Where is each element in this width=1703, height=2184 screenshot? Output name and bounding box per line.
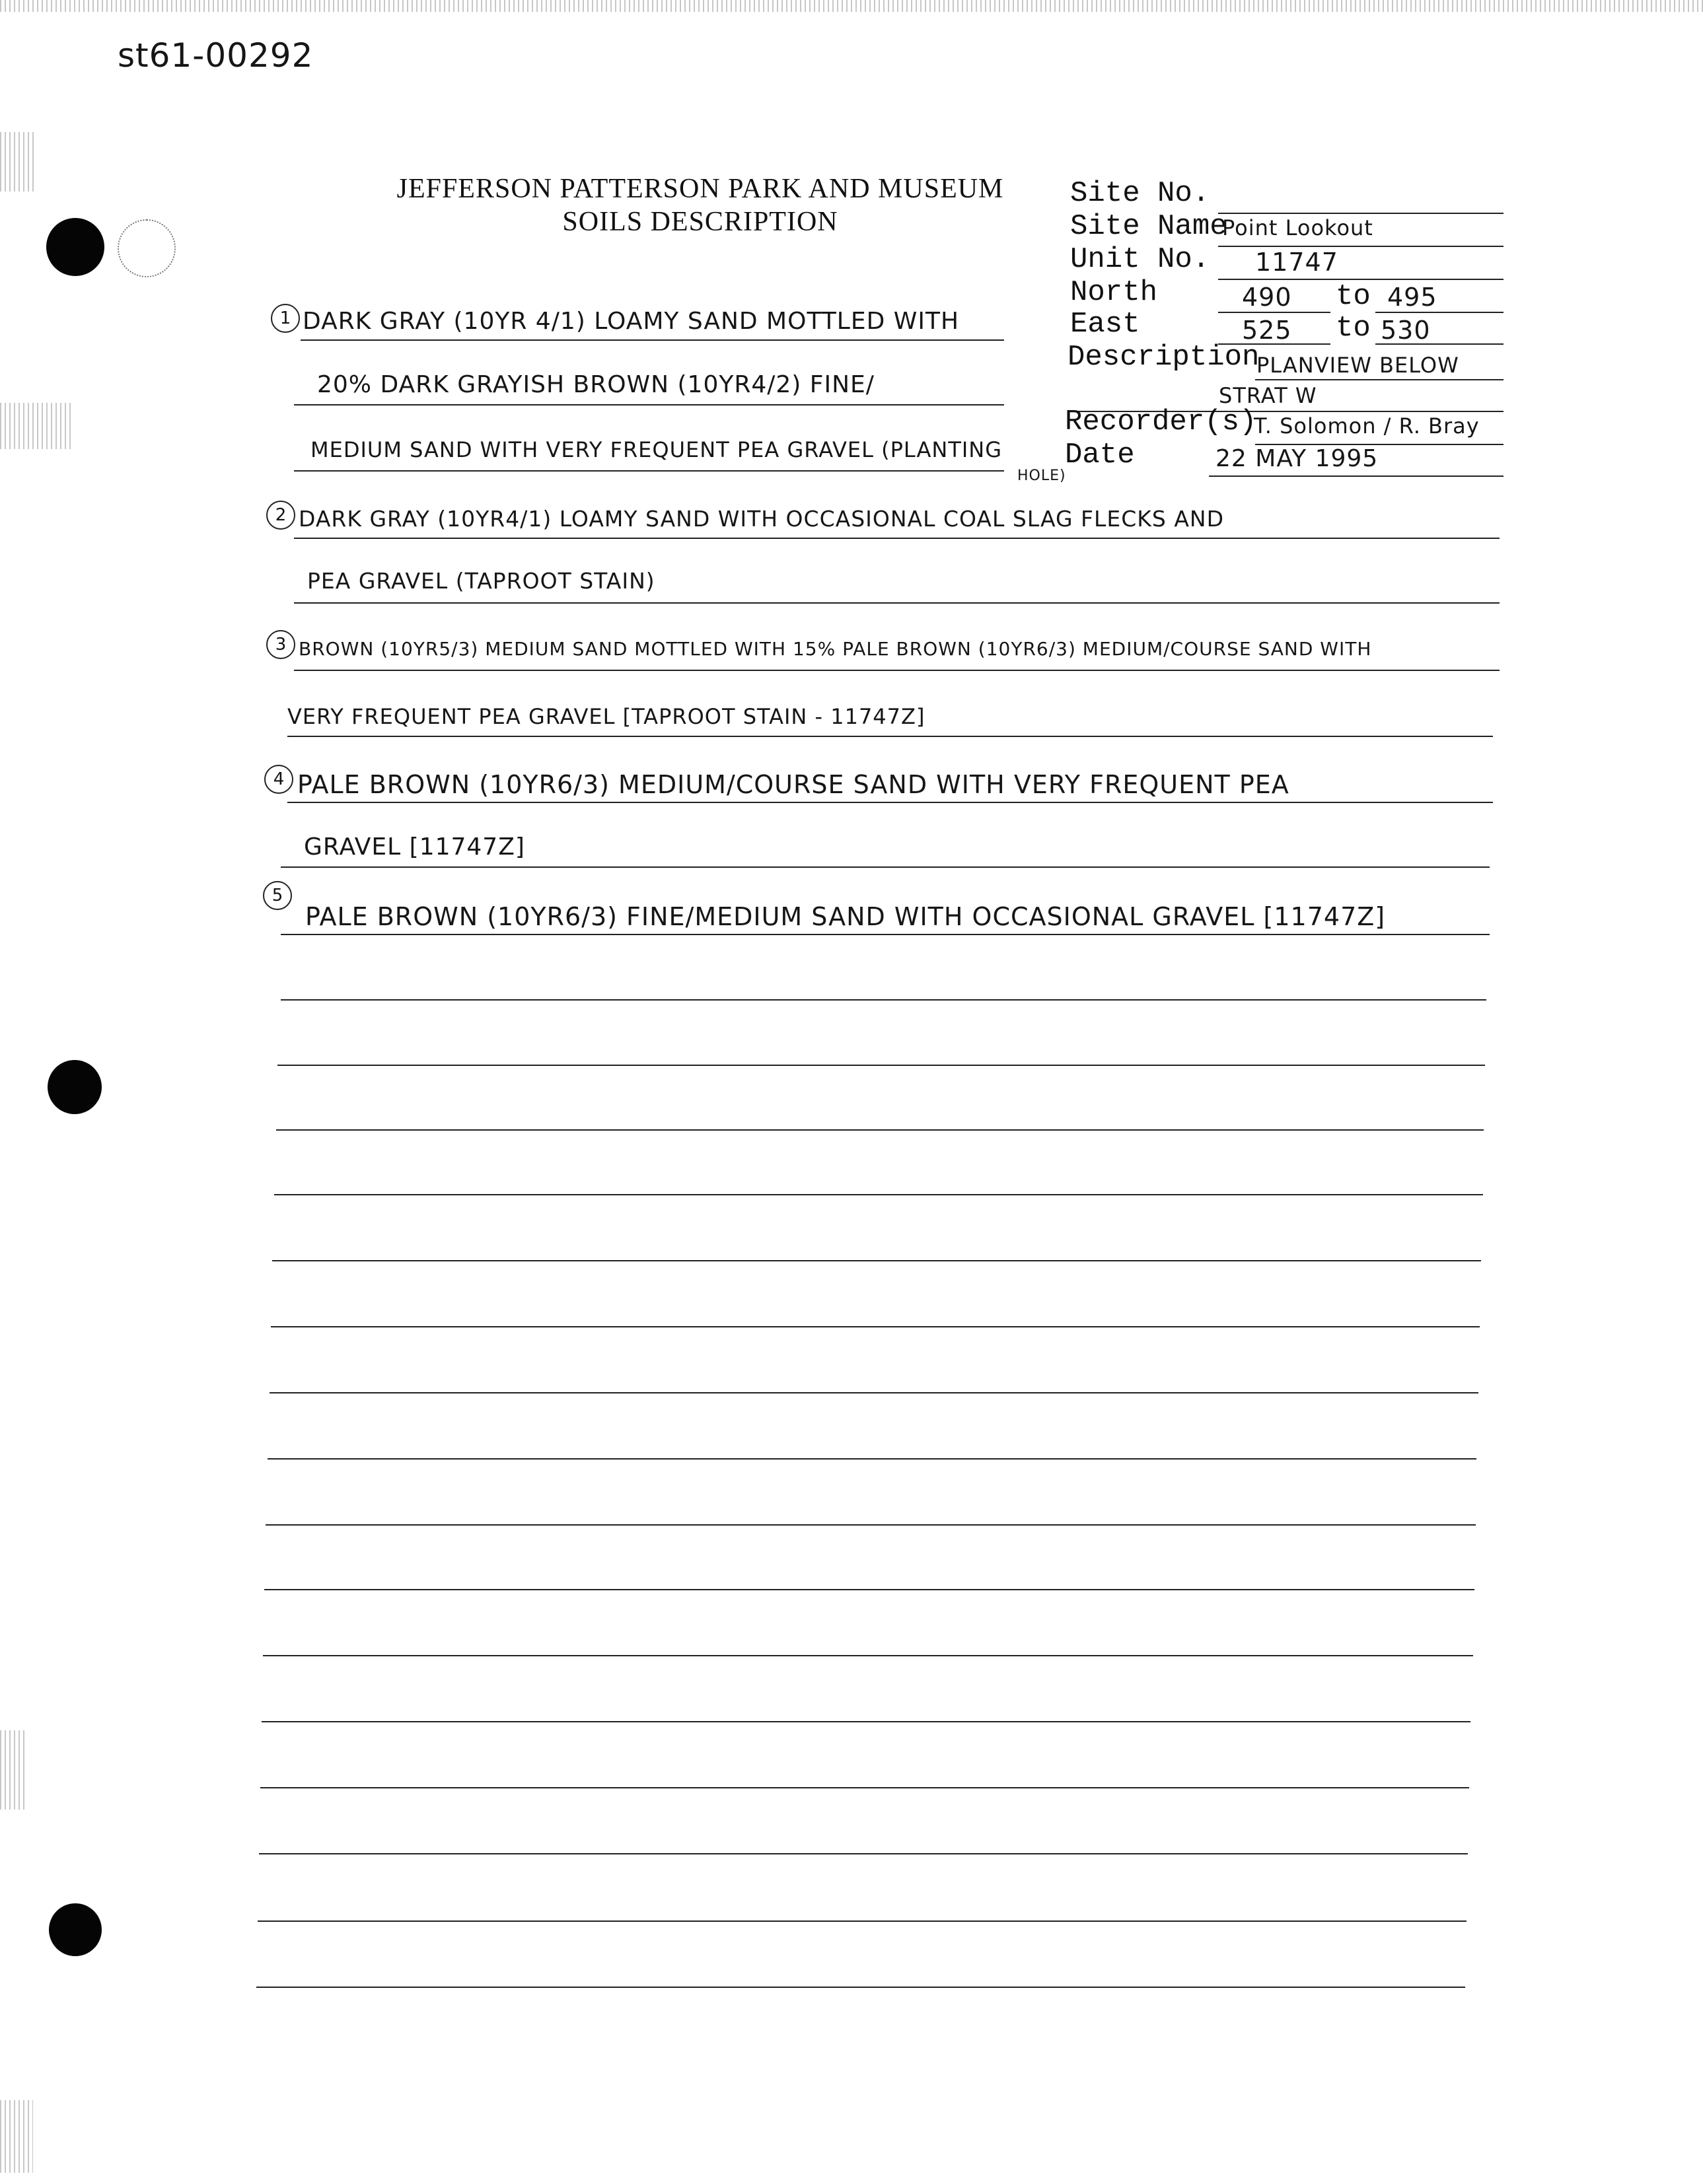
unit-no-value: 11747 [1255, 248, 1338, 277]
site-no-label: Site No. [1070, 177, 1210, 210]
rule-line-9 [281, 866, 1490, 868]
entry-4-line-2: GRAVEL [11747Z] [304, 833, 525, 861]
entry-number-5: 5 [263, 881, 292, 910]
entry-3-line-2: VERY FREQUENT PEA GRAVEL [TAPROOT STAIN - 11747Z] [287, 704, 925, 729]
recorder-label: Recorder(s) [1065, 405, 1257, 439]
north-label: North [1070, 276, 1158, 309]
rule-line-5 [294, 602, 1500, 604]
rule-line-25 [258, 1920, 1467, 1922]
north-to-label: to [1336, 280, 1371, 313]
east-from-value: 525 [1242, 316, 1292, 345]
entry-1-line-3: MEDIUM SAND WITH VERY FREQUENT PEA GRAVEL (PLANTING [310, 437, 1003, 462]
document-subtitle: SOILS DESCRIPTION [562, 207, 838, 237]
site-name-field-line [1218, 246, 1504, 247]
rule-line-21 [263, 1655, 1473, 1656]
entry-4-line-1: PALE BROWN (10YR6/3) MEDIUM/COURSE SAND WITH VERY FREQUENT PEA [297, 770, 1289, 799]
entry-1-line-2: 20% DARK GRAYISH BROWN (10YR4/2) FINE/ [317, 371, 875, 398]
rule-line-2 [294, 404, 1004, 405]
entry-1-line-1: DARK GRAY (10YR 4/1) LOAMY SAND MOTTLED WITH [303, 308, 960, 335]
entry-number-4: 4 [264, 765, 293, 794]
north-from-field-line [1218, 312, 1330, 313]
date-value: 22 MAY 1995 [1215, 445, 1379, 472]
entry-5-line-1: PALE BROWN (10YR6/3) FINE/MEDIUM SAND WITH OCCASIONAL GRAVEL [11747Z] [305, 902, 1386, 931]
rule-line-3 [294, 470, 1004, 472]
east-label: East [1070, 308, 1140, 341]
east-to-label: to [1336, 312, 1371, 345]
rule-line-15 [272, 1260, 1481, 1261]
rule-line-20 [264, 1589, 1474, 1590]
rule-line-8 [287, 802, 1493, 803]
entry-number-1: 1 [271, 304, 300, 333]
entry-number-2: 2 [266, 501, 295, 530]
binder-hole-bottom [49, 1903, 102, 1956]
rule-line-18 [268, 1458, 1476, 1460]
recorder-value: T. Solomon / R. Bray [1254, 413, 1480, 439]
date-label: Date [1065, 439, 1135, 472]
description-value-line1: PLANVIEW BELOW [1256, 353, 1459, 378]
entry-3-line-1: BROWN (10YR5/3) MEDIUM SAND MOTTLED WITH 15% PALE BROWN (10YR6/3) MEDIUM/COURSE SAND WITH [299, 638, 1372, 660]
north-to-value: 495 [1387, 283, 1437, 312]
document-title: JEFFERSON PATTERSON PARK AND MUSEUM [396, 174, 1004, 204]
east-to-value: 530 [1381, 316, 1431, 345]
rule-line-1 [301, 339, 1004, 341]
rule-line-17 [270, 1392, 1478, 1393]
north-from-value: 490 [1242, 283, 1292, 312]
entry-number-3: 3 [266, 630, 295, 659]
rule-line-24 [259, 1853, 1468, 1854]
binder-hole-ghost [118, 219, 176, 277]
entry-2-line-2: PEA GRAVEL (TAPROOT STAIN) [307, 568, 655, 594]
rule-line-14 [274, 1194, 1483, 1195]
rule-line-26 [256, 1987, 1465, 1988]
description-label: Description [1068, 341, 1260, 374]
scan-noise-left-1 [0, 132, 36, 192]
rule-line-10 [281, 934, 1490, 935]
scan-noise-left-2 [0, 403, 73, 449]
description-value-line2: STRAT W [1219, 383, 1317, 408]
rule-line-13 [276, 1129, 1484, 1131]
rule-line-19 [266, 1524, 1476, 1526]
binder-hole-middle [48, 1060, 102, 1114]
unit-no-label: Unit No. [1070, 243, 1210, 276]
rule-line-12 [277, 1065, 1485, 1066]
scan-noise-left-4 [0, 2100, 33, 2173]
site-no-field-line [1218, 213, 1504, 214]
entry-2-line-1: DARK GRAY (10YR4/1) LOAMY SAND WITH OCCASIONAL COAL SLAG FLECKS AND [299, 506, 1225, 532]
scan-noise-top [0, 0, 1703, 12]
date-field-line [1209, 476, 1504, 477]
site-name-label: Site Name [1070, 210, 1227, 243]
entry-1-note: HOLE) [1017, 468, 1066, 484]
scan-noise-left-3 [0, 1730, 26, 1810]
binder-hole-top [46, 218, 104, 276]
rule-line-22 [262, 1721, 1470, 1722]
north-to-field-line [1375, 312, 1504, 313]
rule-line-4 [294, 538, 1500, 539]
document-id: st61-00292 [118, 36, 314, 75]
rule-line-11 [281, 999, 1486, 1001]
rule-line-6 [294, 670, 1500, 671]
description-field-line-1 [1255, 379, 1504, 380]
rule-line-7 [287, 736, 1493, 737]
site-name-value: Point Lookout [1222, 215, 1373, 240]
rule-line-23 [260, 1787, 1469, 1788]
rule-line-16 [271, 1326, 1480, 1327]
